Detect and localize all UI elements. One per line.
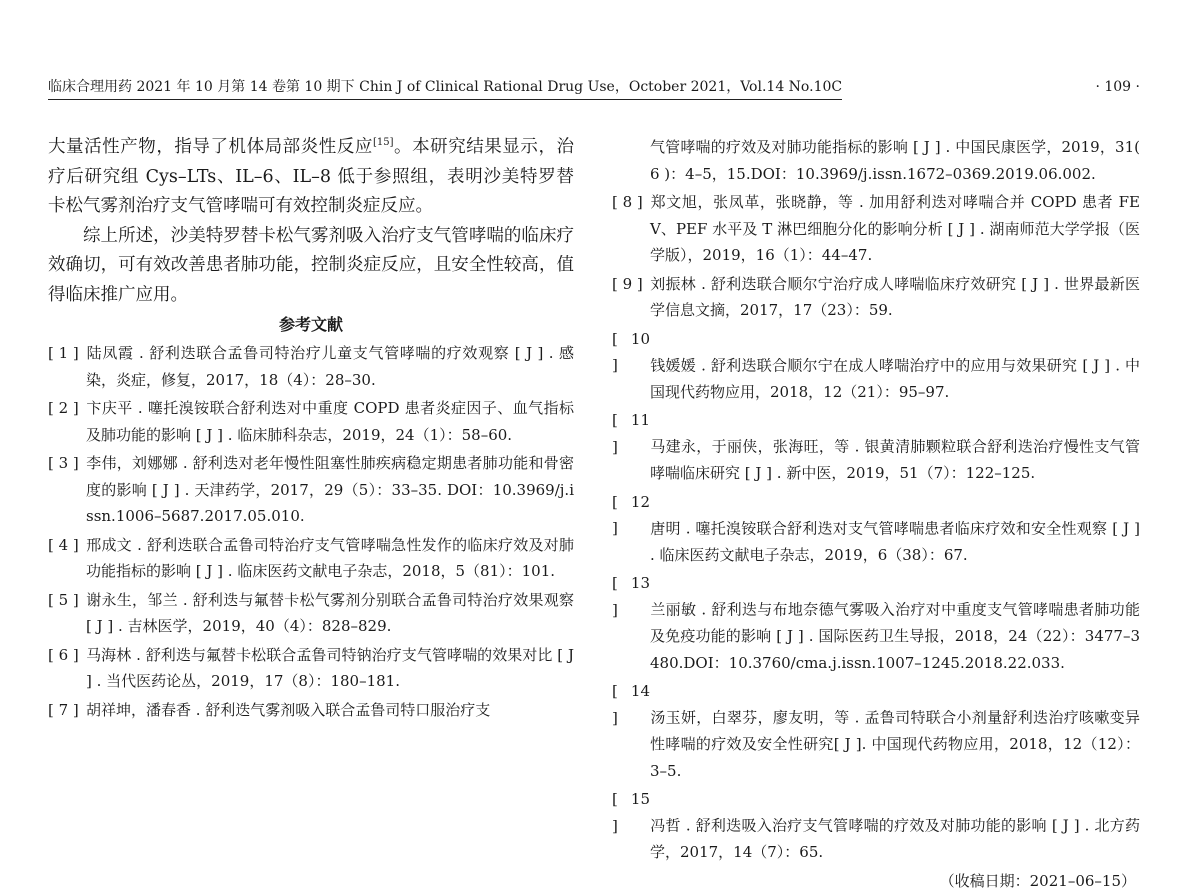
reference-number: [ 2 ]: [48, 399, 79, 417]
reference-text: 马建永，于丽侠，张海旺，等 . 银黄清肺颗粒联合舒利迭治疗慢性支气管哮喘临床研究 [ J ] . 新中医，2019，51（7）：122–125.: [650, 437, 1140, 482]
reference-text: 兰丽敏 . 舒利迭与布地奈德气雾吸入治疗对中重度支气管哮喘患者肺功能及免疫功能的影响 [ J ] . 国际医药卫生导报，2018，24（22）：3477–3480.DOI：10.3760/cma.j.issn.1007–1245.2018.22.033.: [650, 600, 1140, 672]
reference-item: [612, 189, 1140, 269]
reference-item: [48, 532, 574, 585]
left-column: [48, 133, 574, 725]
reference-item: [612, 678, 1140, 784]
reference-item: [48, 642, 574, 695]
reference-list-left: [48, 340, 574, 723]
reference-number: [ 3 ]: [48, 454, 79, 472]
reference-text: 钱媛媛 . 舒利迭联合顺尔宁在成人哮喘治疗中的应用与效果研究 [ J ] . 中国现代药物应用，2018，12（21）：95–97.: [650, 356, 1140, 401]
reference-text: 邢成文 . 舒利迭联合孟鲁司特治疗支气管哮喘急性发作的临床疗效及对肺功能指标的影响 [ J ] . 临床医药文献电子杂志，2018，5（81）：101.: [86, 535, 574, 580]
reference-item: [612, 271, 1140, 324]
right-column: [612, 134, 1140, 894]
reference-text: 唐明 . 噻托溴铵联合舒利迭对支气管哮喘患者临床疗效和安全性观察 [ J ] . 临床医药文献电子杂志，2019，6（38）：67.: [650, 519, 1140, 564]
reference-number: [ 12 ]: [612, 492, 650, 537]
reference-item: [48, 340, 574, 393]
reference-number: [ 13 ]: [612, 574, 650, 619]
running-header: [48, 74, 1140, 100]
reference-number: [ 5 ]: [48, 590, 79, 609]
reference-text: 胡祥坤，潘春香 . 舒利迭气雾剂吸入联合孟鲁司特口服治疗支: [86, 700, 491, 719]
citation-mark: [15]: [372, 137, 394, 148]
reference-number: [ 14 ]: [612, 682, 650, 727]
reference-number: [ 11 ]: [612, 411, 650, 456]
reference-text: 李伟，刘娜娜 . 舒利迭对老年慢性阻塞性肺疾病稳定期患者肺功能和骨密度的影响 [ J ] . 天津药学，2017，29（5）：33–35. DOI：10.3969/j.issn.1006–5687.2017.05.010.: [86, 454, 574, 525]
reference-number: [ 15 ]: [612, 790, 650, 835]
reference-number: [ 7 ]: [48, 700, 79, 719]
references-heading: 参考文献: [278, 315, 343, 334]
reference-continuation: 气管哮喘的疗效及对肺功能指标的影响 [ J ] . 中国民康医学，2019，31( 6 )：4–5，15.DOI：10.3969/j.issn.1672–0369.2019.06.002.: [650, 138, 1140, 183]
reference-text: 卞庆平 . 噻托溴铵联合舒利迭对中重度 COPD 患者炎症因子、血气指标及肺功能的影响 [ J ] . 临床肺科杂志，2019，24（1）：58–60.: [86, 399, 574, 444]
journal-citation-line: 临床合理用药 2021 年 10 月第 14 卷第 10 期下 Chin J of Clinical Rational Drug Use，October 2021，Vol.14 No.10C: [48, 78, 842, 100]
reference-text: 汤玉妍，白翠芬，廖友明，等 . 孟鲁司特联合小剂量舒利迭治疗咳嗽变异性哮喘的疗效及安全性研究[ J ]. 中国现代药物应用，2018，12（12）：3–5.: [650, 708, 1140, 780]
reference-item: [48, 587, 574, 640]
reference-item: [612, 326, 1140, 406]
para1-rest: 。本研究结果显示，治疗后研究组 Cys–LTs、IL–6、IL–8 低于参照组，表明沙美特罗替卡松气雾剂治疗支气管哮喘可有效控制炎症反应。: [48, 137, 575, 216]
reference-number: [ 10 ]: [612, 329, 650, 374]
reference-number: [ 6 ]: [48, 645, 79, 664]
reference-item: [612, 786, 1140, 866]
reference-text: 马海林 . 舒利迭与氟替卡松联合孟鲁司特钠治疗支气管哮喘的效果对比 [ J ] . 当代医药论丛，2019，17（8）：180–181.: [86, 645, 574, 690]
reference-item: [48, 450, 574, 530]
page-number: · 109 ·: [1095, 79, 1140, 95]
reference-number: [ 4 ]: [48, 535, 79, 554]
reference-text: 陆凤霞 . 舒利迭联合孟鲁司特治疗儿童支气管哮喘的疗效观察 [ J ] . 感染，炎症，修复，2017，18（4）：28–30.: [86, 344, 574, 389]
para1-text: 大量活性产物，指导了机体局部炎性反应: [48, 137, 373, 157]
reference-item: [612, 570, 1140, 676]
reference-number: [ 1 ]: [48, 344, 79, 362]
reference-item: [612, 407, 1140, 487]
reference-number: [ 9 ]: [612, 274, 643, 293]
reference-text: 谢永生，邹兰 . 舒利迭与氟替卡松气雾剂分别联合孟鲁司特治疗效果观察 [ J ] . 吉林医学，2019，40（4）：828–829.: [86, 590, 574, 635]
body-paragraph-2: 综上所述，沙美特罗替卡松气雾剂吸入治疗支气管哮喘的临床疗效确切，可有效改善患者肺功能，控制炎症反应，且安全性较高，值得临床推广应用。: [48, 225, 574, 305]
reference-text: 刘振林 . 舒利迭联合顺尔宁治疗成人哮喘临床疗效研究 [ J ] . 世界最新医学信息文摘，2017，17（23）：59.: [650, 274, 1140, 319]
reference-text: 冯哲 . 舒利迭吸入治疗支气管哮喘的疗效及对肺功能的影响 [ J ] . 北方药学，2017，14（7）：65.: [650, 816, 1140, 861]
received-date: （收稿日期：2021–06–15）: [939, 871, 1136, 890]
reference-number: [ 8 ]: [612, 193, 643, 211]
reference-item: [48, 697, 574, 724]
reference-text: 郑文旭，张凤革，张晓静，等 . 加用舒利迭对哮喘合并 COPD 患者 FEV、PEF 水平及 T 淋巴细胞分化的影响分析 [ J ] . 湖南师范大学学报（医学版），2019，16（1）：44–47.: [650, 193, 1140, 264]
reference-item: [612, 489, 1140, 569]
body-paragraph-1: [48, 133, 574, 222]
reference-item: [48, 395, 574, 448]
